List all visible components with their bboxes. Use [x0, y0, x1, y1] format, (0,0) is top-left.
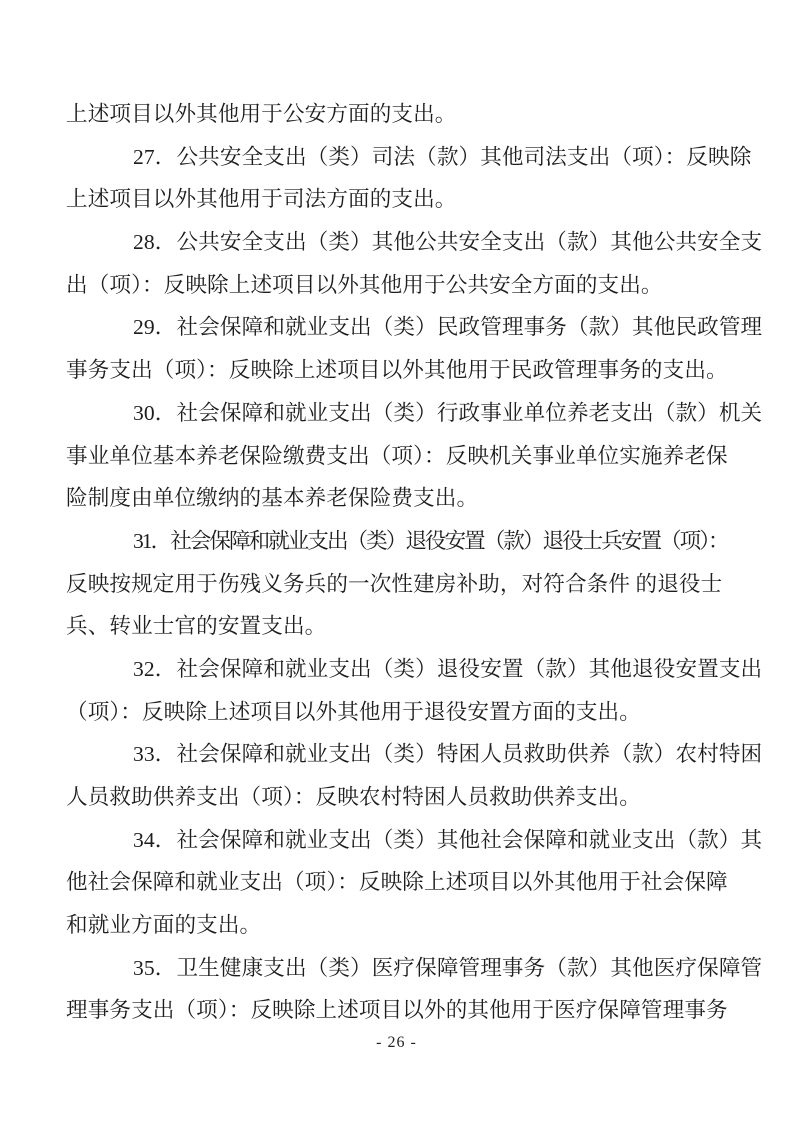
item-33-line-2: 人员救助供养支出（项）：反映农村特困人员救助供养支出。: [66, 785, 641, 809]
item-28-line-1: 28．公共安全支出（类）其他公共安全支出（款）其他公共安全支: [133, 230, 763, 255]
item-32-line-2: （项）：反映除上述项目以外其他用于退役安置方面的支出。: [66, 699, 641, 724]
item-30-line-3: 险制度由单位缴纳的基本养老保险费支出。: [66, 486, 479, 511]
item-26-continuation-line: 上述项目以外其他用于公安方面的支出。: [66, 102, 457, 126]
page-number: - 26 -: [376, 1034, 417, 1051]
item-28-line-2: 出（项）：反映除上述项目以外其他用于公共安全方面的支出。: [66, 272, 663, 297]
item-31-line-3: 兵、转业士官的安置支出。: [66, 614, 327, 639]
item-35-line-1: 35．卫生健康支出（类）医疗保障管理事务（款）其他医疗保障管: [133, 955, 763, 980]
item-27-line-2: 上述项目以外其他用于司法方面的支出。: [66, 187, 457, 212]
item-31-line-2: 反映按规定用于伤残义务兵的一次性建房补助，对符合条件 的退役士: [66, 571, 723, 596]
item-33-line-1: 33．社会保障和就业支出（类）特困人员救助供养（款）农村特困: [133, 742, 763, 767]
item-34-line-3: 和就业方面的支出。: [66, 913, 262, 938]
item-34-line-1: 34．社会保障和就业支出（类）其他社会保障和就业支出（款）其: [133, 827, 763, 852]
item-31-line-1: 31．社会保障和就业支出（类）退役安置（款）退役士兵安置（项）：: [133, 528, 728, 553]
item-30-line-1: 30．社会保障和就业支出（类）行政事业单位养老支出（款）机关: [133, 400, 763, 425]
body-text-block: [66, 93, 763, 1032]
item-29-line-1: 29．社会保障和就业支出（类）民政管理事务（款）其他民政管理: [133, 315, 763, 340]
item-34-line-2: 他社会保障和就业支出（项）：反映除上述项目以外其他用于社会保障: [66, 870, 728, 895]
item-32-line-1: 32．社会保障和就业支出（类）退役安置（款）其他退役安置支出: [133, 656, 763, 681]
item-29-line-2: 事务支出（项）：反映除上述项目以外其他用于民政管理事务的支出。: [66, 358, 728, 383]
item-35-line-2: 理事务支出（项）：反映除上述项目以外的其他用于医疗保障管理事务: [66, 998, 728, 1023]
item-27-line-1: 27．公共安全支出（类）司法（款）其他司法支出（项）：反映除: [133, 144, 752, 169]
item-30-line-2: 事业单位基本养老保险缴费支出（项）：反映机关事业单位实施养老保: [66, 443, 728, 468]
